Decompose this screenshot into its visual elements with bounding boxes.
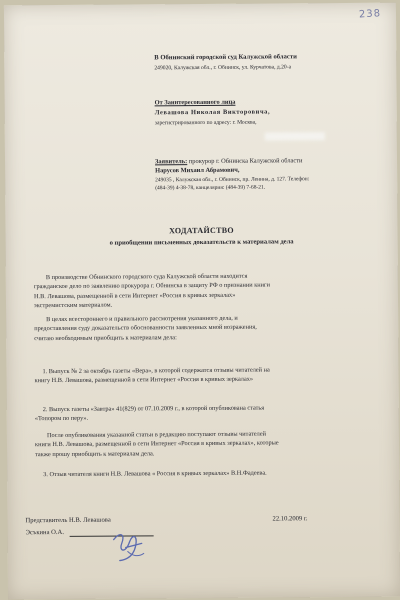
purpose-paragraph [34,314,257,344]
intro-line: экстремистским материалом. [34,301,113,310]
intro-paragraph [34,272,270,311]
representative-name: Эсъкина О.А. [25,528,64,537]
purpose-line: считаю необходимым приобщить к материалам дела: [34,333,177,342]
item-1 [34,366,269,386]
court-name: В Обнинский городской суд Калужской области [154,53,297,62]
purpose-line: В целях всестороннего и правильного рассмотрения указанного дела, и [46,314,238,324]
interested-party-address: зарегистрированного по адресу: г. Москва, [154,119,257,127]
document-subtitle: о приобщении письменных доказательств к материалам дела [109,238,294,247]
item-2-note [35,429,279,459]
item-1-line: книгу Н.В. Левашова, размещенной в сети Интернет «Россия в кривых зеркалах» [34,376,254,385]
court-address: 249020, Калужская обл., г. Обнинск, ул. Курчатова, д.20-а [154,64,292,72]
item-3-line: 3. Отзыв читателя книги Н.В. Левашова « Россия в кривых зеркалах» В.Н.Фадеева. [43,469,267,479]
handwritten-page-number: 238 [358,8,382,21]
item-2-line: 2. Выпуск газеты «Завтра» 41(829) от 07.10.2009 г., в которой опубликована статья [42,404,265,414]
applicant-block [155,157,302,166]
item-3 [43,469,267,480]
item-2-note-line: книги Н.В. Левашова, размещенной в сети Интернет «Россия в кривых зеркалах», которые [34,439,279,449]
document-title: ХОДАТАЙСТВО [169,225,234,236]
interested-party-name: Левашова Николая Викторовича, [154,108,271,117]
item-2-line: «Топором по перу». [34,415,89,423]
intro-line: гражданское дело по заявлению прокурора г. Обнинска в защиту РФ о признании книги [33,281,270,291]
applicant-address: 249035 , Калужская обл., г. Обнинск, пр. Ленина, д. 127. Телефон: [155,176,310,184]
interested-party-heading: От Заинтересованного лица [154,98,236,107]
item-1-line: 1. Выпуск № 2 за октябрь газеты «Вера», в которой содержатся отзывы читателей на [42,366,270,376]
representative-label: Представитель Н.В. Левашова [25,516,111,525]
applicant-phones: (484-39) 4-38-78, канцелярия: (484-39) 7-68-21. [155,184,266,192]
signature-date: 22.10.2009 г. [272,515,308,523]
purpose-line: предоставления суду доказательств обоснованности заявленных мной возражения, [34,324,257,333]
handwritten-signature [108,529,148,563]
intro-line: Н.В. Левашова, размещенной в сети Интернет «Россия в кривых зеркалах» [33,291,236,300]
applicant-heading: Заявитель: [155,158,188,166]
applicant-name: Нарусов Михаил Абрамович, [155,166,240,175]
document-page [4,3,400,600]
applicant-line1: прокурор г. Обнинска Калужской области [188,157,303,166]
item-2-note-line: После опубликования указанной статьи в редакцию поступают отзывы читателей [46,430,267,440]
item-2-note-line: также прошу приобщить к материалам дела. [35,450,155,458]
redacted-address [265,132,325,140]
item-2 [35,404,264,424]
intro-line: В производстве Обнинского городского суда Калужской области находится [45,272,248,282]
